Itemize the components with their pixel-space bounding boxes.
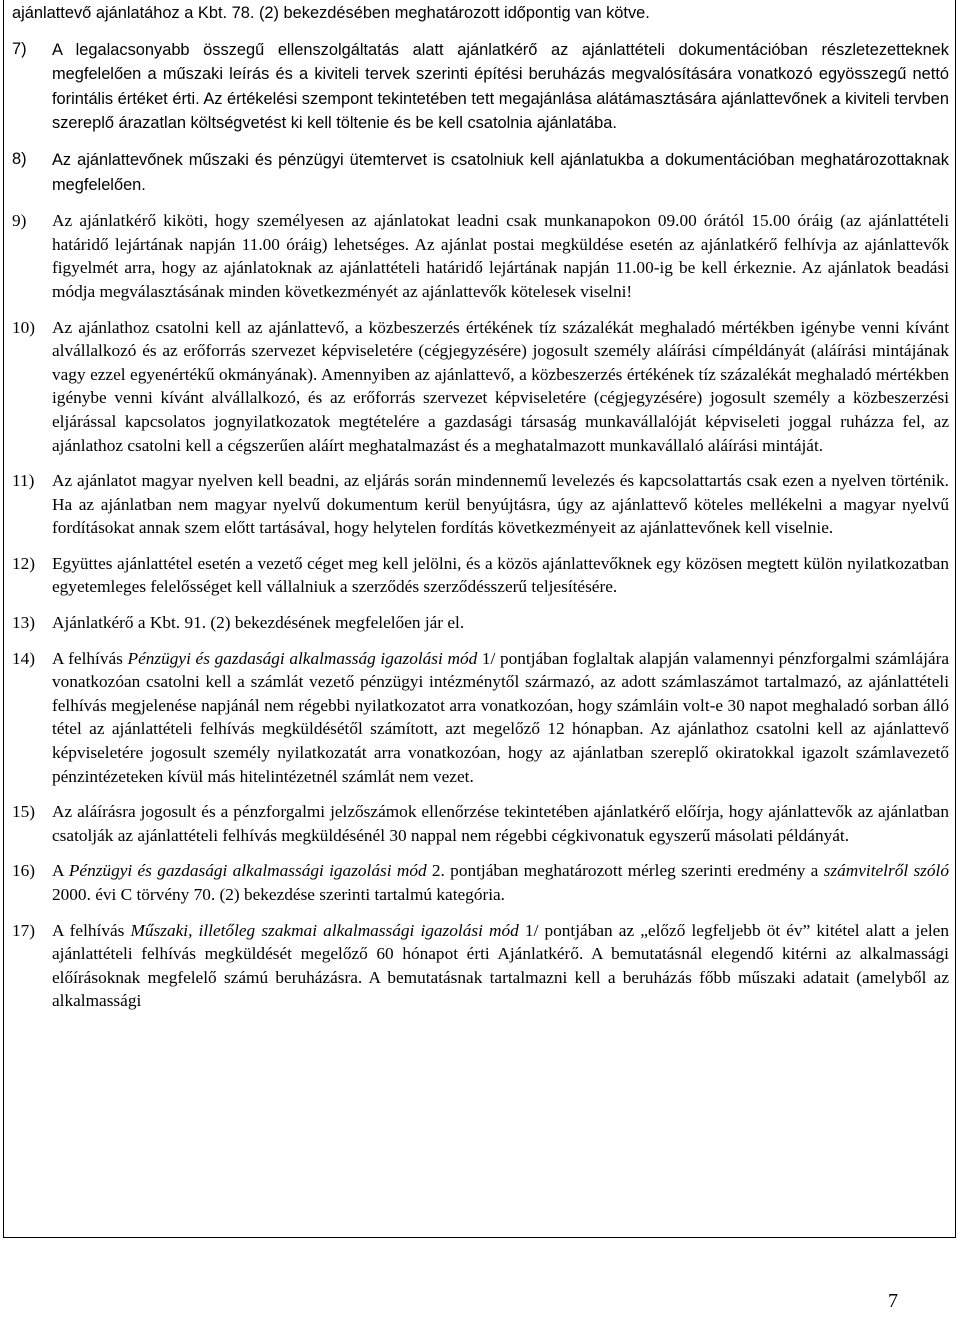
item-text	[52, 469, 949, 540]
text-run: Ha az ajánlatban nem magyar nyelvű dokumentum kerül benyújtásra, úgy az ajánlattevő köteles mellékelni a magyar nyelvű fordításokat annak szem előtt tartásával, hogy helytelen fordítás következményeit az ajánlattevőnek kell viselnie.	[52, 494, 949, 538]
text-run: 1/ pontjában az „előző legfeljebb öt év” kitétel alatt a jelen ajánlattételi felhívás megküldését megelőző 60 hónapot érti Ajánlatkérő. A bemutatásnál elegendő kitérni az alkalmassági előírásoknak megfelelő számú beruházásra. A bemutatásnak tartalmazni kell a beruházás főbb műszaki adatait (amelyből az alkalmassági	[52, 920, 949, 1011]
item-number: 17)	[12, 920, 36, 940]
item-text	[52, 800, 949, 847]
item-text	[52, 552, 949, 599]
text-run: Az értékelési szempont tekintetében tett megajánlása alátámasztására ajánlattevőnek a kiviteli tervben szereplő árazatlan költségvetést ki kell töltenie és be kell csatolnia ajánlatába.	[52, 89, 949, 133]
text-run: Együttes ajánlattétel esetén a vezető céget meg kell jelölni, és a közös ajánlattevőknek egy közösen megtett külön nyilatkozatban egyetemleges felelősséget kell vállalniuk a szerződés szerződésszerű teljesítésére.	[52, 553, 949, 597]
item-number: 12)	[12, 553, 36, 573]
text-run: Az ajánlatkérő kiköti, hogy személyesen az ajánlatokat leadni csak munkanapokon 09.00 órától 15.00 óráig (az ajánlattételi határidő lejártának napján 11.00 óráig) lehetséges.	[52, 211, 949, 254]
numbered-item	[12, 209, 949, 303]
text-run: Az ajánlathoz csatolni kell az ajánlattevő, a közbeszerzés értékének tíz százalékát meghaladó mértékben igénybe venni kívánt alvállalkozó és az erőforrás szervezet képviseletére (cégjegyzésére) jogosult személy aláírási címpéldányát (aláírási mintájának vagy ezzel egyenértékű okmányának). Amennyiben az ajánlattevő, a közbeszerzés értékének tíz százalékát meghaladó mértékben igénybe venni kívánt alvállalkozó, és az erőforrás szervezet képviseletére (cégjegyzésére) jogosult személy a közbeszerzési eljárással kapcsolatos jognyilatkozatok megtételére a gazdasági társaság munkavállalóját képviseleti joggal ruházza fel, az ajánlathoz csatolni kell a cégszerűen aláírt meghatalmazást és a meghatalmazott munkavállaló aláírási mintáját.	[52, 317, 949, 455]
text-run: 1/ pontjában foglaltak alapján valamennyi pénzforgalmi számlájára vonatkozóan csatolni kell a számlát vezető pénzügyi intézménytől származó, az adott számlaszámot tartalmazó, az ajánlattételi felhívás megjelenése napjánál nem régebbi nyilatkozatot arra vonatkozóan, hogy számláin volt-e 30 napot meghaladó sorban álló tétel az ajánlattételi felhívás megküldésétől számított, azt megelőző 12 hónapban.	[52, 648, 950, 739]
item-text	[52, 859, 949, 906]
item-number: 14)	[12, 648, 36, 668]
item-text	[52, 647, 949, 789]
text-run: 2. pontjában meghatározott mérleg szerinti eredmény a	[426, 861, 824, 881]
text-run: Az aláírásra jogosult és a pénzforgalmi jelzőszámok ellenőrzése tekintetében ajánlatkérő előírja, hogy ajánlattevők az ajánlatban csatolják az ajánlattételi felhívás megküldésénél 30 nappal nem régebbi cégkivonatuk egyszerű másolati példányát.	[52, 802, 949, 845]
item-text	[52, 611, 949, 635]
item-number: 8)	[12, 149, 27, 168]
item-number: 13)	[12, 613, 36, 633]
text-run: Az ajánlat postai megküldése esetén az ajánlatkérő felhívja az ajánlattevők figyelmét arra, hogy az ajánlatoknak az ajánlattételi határidő lejártának napján 11.00-ig be kell érkeznie.	[52, 234, 949, 278]
item-text	[52, 316, 949, 458]
page-number: 7	[888, 1290, 898, 1312]
text-run: 2000. évi C törvény 70. (2) bekezdése szerinti tartalmú kategória.	[52, 885, 505, 904]
numbered-item	[12, 919, 949, 1013]
text-run: Ajánlatkérő a Kbt. 91. (2) bekezdésének megfelelően jár el.	[52, 613, 465, 633]
paragraph-continuation	[12, 2, 949, 26]
text-run: A	[52, 861, 69, 881]
item-number: 15)	[12, 802, 36, 822]
italic-reference: Pénzügyi és gazdasági alkalmasság igazolási mód	[127, 648, 478, 668]
text-run: A felhívás	[52, 920, 131, 940]
item-text	[52, 209, 949, 303]
item-text	[52, 148, 949, 197]
text-run: Az ajánlatot magyar nyelven kell beadni, az eljárás során mindennemű levelezés és kapcsolattartás csak ezen a nyelven történik.	[52, 471, 949, 491]
numbered-item	[12, 859, 949, 906]
italic-reference: Műszaki, illetőleg szakmai alkalmassági igazolási mód	[130, 920, 519, 940]
numbered-item	[12, 316, 949, 458]
numbered-item	[12, 647, 949, 789]
text-run: A felhívás	[52, 648, 128, 668]
item-number: 9)	[12, 211, 27, 231]
item-number: 7)	[12, 39, 27, 58]
text-run: A legalacsonyabb összegű ellenszolgáltatás alatt ajánlatkérő az ajánlattételi dokumentációban részletezetteknek megfelelően a műszaki leírás és a kiviteli tervek szerinti építési beruházás megvalósítására vonatkozó egyösszegű nettó forintális értéket érti.	[52, 40, 949, 108]
numbered-item	[12, 800, 949, 847]
item-text	[52, 919, 949, 1013]
italic-reference: számvitelről szóló	[823, 861, 949, 881]
item-number: 11)	[12, 471, 35, 491]
text-run: Az ajánlathoz csatolni kell az ajánlattevő képviseletére jogosult személy nyilatkozatát arra vonatkozóan, hogy az ajánlatban szereplő okiratokkal igazolt számlavezető pénzintézeteken kívül más hitelintézetnél számlát nem vezet.	[52, 719, 950, 786]
paragraph-text: ajánlattevő ajánlatához a Kbt. 78. (2) bekezdésében meghatározott időpontig van kötve.	[12, 4, 650, 22]
item-number: 10)	[12, 317, 36, 337]
item-text	[52, 38, 949, 136]
numbered-item	[12, 148, 949, 197]
text-run: Az ajánlatok beadási módja megválasztásának minden következményét az ajánlattevők kötelesek viselni!	[52, 258, 950, 301]
numbered-item	[12, 38, 949, 136]
numbered-item	[12, 469, 949, 540]
italic-reference: Pénzügyi és gazdasági alkalmassági igazolási mód	[68, 861, 427, 881]
numbered-item	[12, 552, 949, 599]
item-number: 16)	[12, 861, 36, 881]
text-run: Az ajánlattevőnek műszaki és pénzügyi ütemtervet is csatolniuk kell ajánlatukba a dokumentációban meghatározottaknak megfelelően.	[52, 150, 949, 194]
numbered-item	[12, 611, 949, 635]
document-body	[12, 2, 949, 1025]
